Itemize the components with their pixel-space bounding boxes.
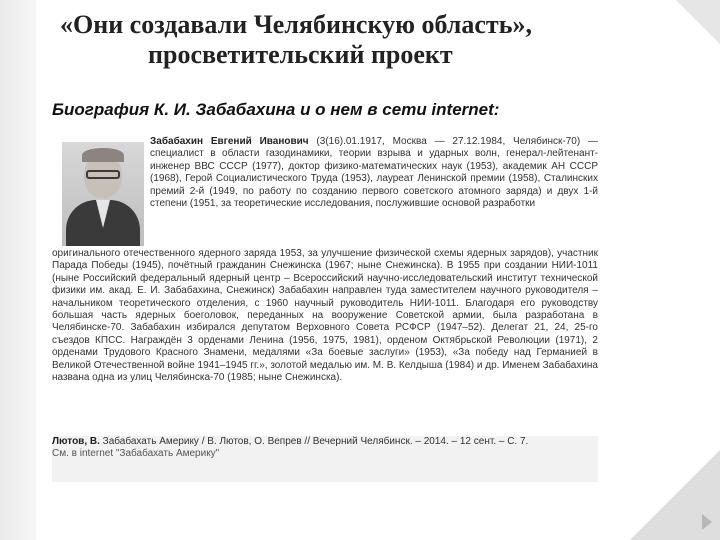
nav-arrow-icon[interactable] — [702, 514, 712, 530]
title-line-2: просветительский проект — [148, 40, 453, 69]
left-decor-band — [0, 0, 36, 540]
portrait-hair — [82, 148, 124, 162]
biography-document — [52, 128, 600, 486]
biography-body: оригинального отечественного ядерного заряда 1953, за улучшение физической схемы ядерных зарядов), участник Парада Победы (1945), почётный гражданин Снежинска (1967; ныне Снежинска). В 1955 при создании НИИ-1011 (ныне Российский федеральный ядерный центр – Всероссийский научно-исследовательский институт технической физики им. акад. Е. И. Забабахина, Снежинск) Забабахин направлен туда заместителем научного руководителя – начальником теоретического отделения, с 1960 научный руководитель НИИ-1011. Благодаря его руководству большая часть ядерных боеголовок, переданных на вооружение Советской армии, была разработана в Челябинске-70. Забабахин избирался депутатом Верховного Совета РСФСР (1947–52). Делегат 21, 24, 25-го съездов КПСС. Награждён 3 орденами Ленина (1956, 1975, 1981), орденом Октябрьской Революции (1971), 2 орденами Трудового Красного Знамени, медалями «За боевые заслуги» (1953), «За победу над Германией в Великой Отечественной войне 1941–1945 гг.», золотой медалью им. М. В. Келдыша (1984) и др. Именем Забабахина названа одна из улиц Челябинска-70 (1985; ныне Снежинска). — [52, 248, 598, 384]
title-line-1: «Они создавали Челябинскую область», — [60, 10, 532, 39]
slide-title — [60, 10, 660, 70]
top-right-corner-decor — [676, 0, 720, 44]
biography-intro — [150, 136, 598, 210]
person-name: Забабахин Евгений Иванович — [150, 136, 309, 147]
reference-text: Забабахать Америку / В. Лютов, О. Вепрев // Вечерний Челябинск. – 2014. – 12 сент. – С. 7. — [99, 436, 529, 447]
slide-subtitle: Биография К. И. Забабахина и о нем в сети internet: — [52, 100, 500, 119]
portrait-photo — [62, 142, 144, 246]
portrait-glasses — [86, 170, 120, 179]
biography-intro-text: (3(16).01.1917, Москва — 27.12.1984, Челябинск-70) — специалист в области газодинамики, теории взрыва и ударных волн, генерал-лейтенант-инженер ВВС СССР (1977), доктор физико-математических наук (1953), академик АН СССР (1968), Герой Социалистического Труда (1953), лауреат Ленинской премии (1958), Сталинских премий 2-й (1949, по работу по созданию первого советского атомного заряда) и двух 1-й степени (1951, за теоретические исследования, послужившие основой разработки — [150, 136, 598, 210]
internet-link[interactable]: См. в internet "Забабахать Америку" — [52, 448, 220, 460]
reference-block — [52, 436, 598, 482]
reference-citation — [52, 436, 598, 448]
reference-author: Лютов, В. — [52, 436, 100, 447]
